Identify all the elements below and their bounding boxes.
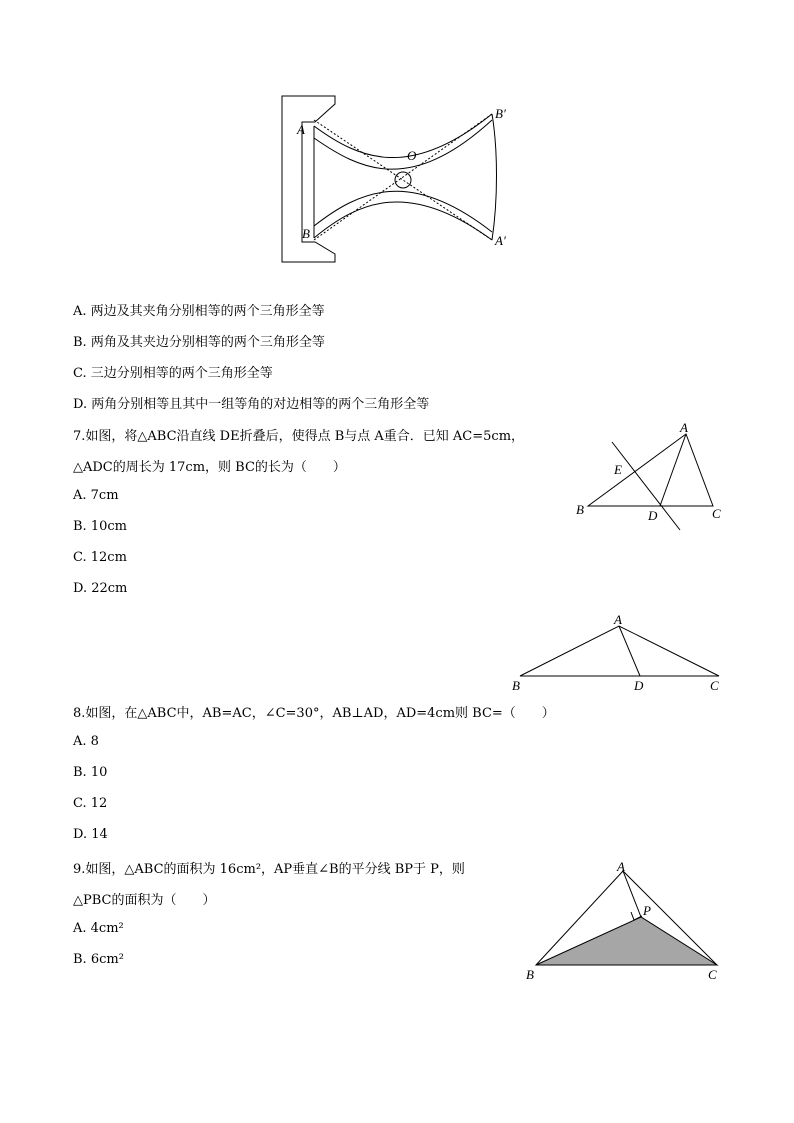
q6-option-b[interactable]: B. 两角及其夹边分别相等的两个三角形全等 [73, 335, 325, 350]
q7-label-e: E [614, 462, 622, 477]
q7-option-b[interactable]: B. 10cm [73, 519, 127, 534]
q7-label-c: C [712, 506, 721, 521]
q9-triangle-diagram [520, 855, 735, 985]
q8-triangle-diagram [505, 612, 735, 694]
q7-stem-line1: 7.如图，将△ABC沿直线 DE折叠后，使得点 B与点 A重合．已知 AC=5cm， [73, 429, 525, 444]
q7-figure [570, 420, 730, 535]
calipers-label-b-prime: B′ [495, 106, 506, 121]
q9-label-b: B [526, 967, 534, 982]
q9-label-a: A [617, 859, 625, 874]
q9-figure [520, 855, 735, 985]
q7-label-d: D [648, 508, 658, 523]
q7-option-a[interactable]: A. 7cm [73, 488, 119, 503]
q7-label-b: B [576, 502, 584, 517]
calipers-label-b: B [302, 226, 310, 241]
calipers-figure [270, 90, 520, 270]
q6-option-d[interactable]: D. 两角分别相等且其中一组等角的对边相等的两个三角形全等 [73, 397, 430, 412]
q9-label-p: P [643, 903, 651, 918]
q9-shaded-region [536, 917, 717, 965]
q6-option-c[interactable]: C. 三边分别相等的两个三角形全等 [73, 366, 273, 381]
q9-stem-line1: 9.如图，△ABC的面积为 16cm²，AP垂直∠B的平分线 BP于 P，则 [73, 862, 465, 877]
calipers-diagram [270, 90, 520, 270]
q7-label-a: A [680, 420, 688, 435]
q8-option-c[interactable]: C. 12 [73, 796, 108, 811]
q6-option-a[interactable]: A. 两边及其夹角分别相等的两个三角形全等 [73, 304, 325, 319]
q7-stem-line2: △ADC的周长为 17cm，则 BC的长为（ ） [73, 460, 346, 475]
calipers-label-a: A [297, 122, 305, 137]
calipers-label-a-prime: A′ [495, 233, 506, 248]
q9-option-a[interactable]: A. 4cm² [73, 921, 124, 936]
q8-label-b: B [512, 678, 520, 693]
q8-stem-line1: 8.如图，在△ABC中，AB=AC，∠C=30°，AB⊥AD，AD=4cm则 BC=（ ） [73, 706, 555, 721]
q9-option-b[interactable]: B. 6cm² [73, 952, 124, 967]
q7-option-d[interactable]: D. 22cm [73, 581, 128, 596]
q9-stem-line2: △PBC的面积为（ ） [73, 893, 216, 908]
q8-option-d[interactable]: D. 14 [73, 827, 108, 842]
q8-label-c: C [710, 678, 719, 693]
q7-option-c[interactable]: C. 12cm [73, 550, 127, 565]
q7-triangle-diagram [570, 420, 730, 535]
q8-option-a[interactable]: A. 8 [73, 734, 99, 749]
q8-label-d: D [634, 678, 644, 693]
q8-figure [505, 612, 735, 694]
q8-label-a: A [614, 612, 622, 627]
q8-option-b[interactable]: B. 10 [73, 765, 108, 780]
calipers-label-o: O [407, 148, 417, 163]
q9-label-c: C [708, 967, 717, 982]
